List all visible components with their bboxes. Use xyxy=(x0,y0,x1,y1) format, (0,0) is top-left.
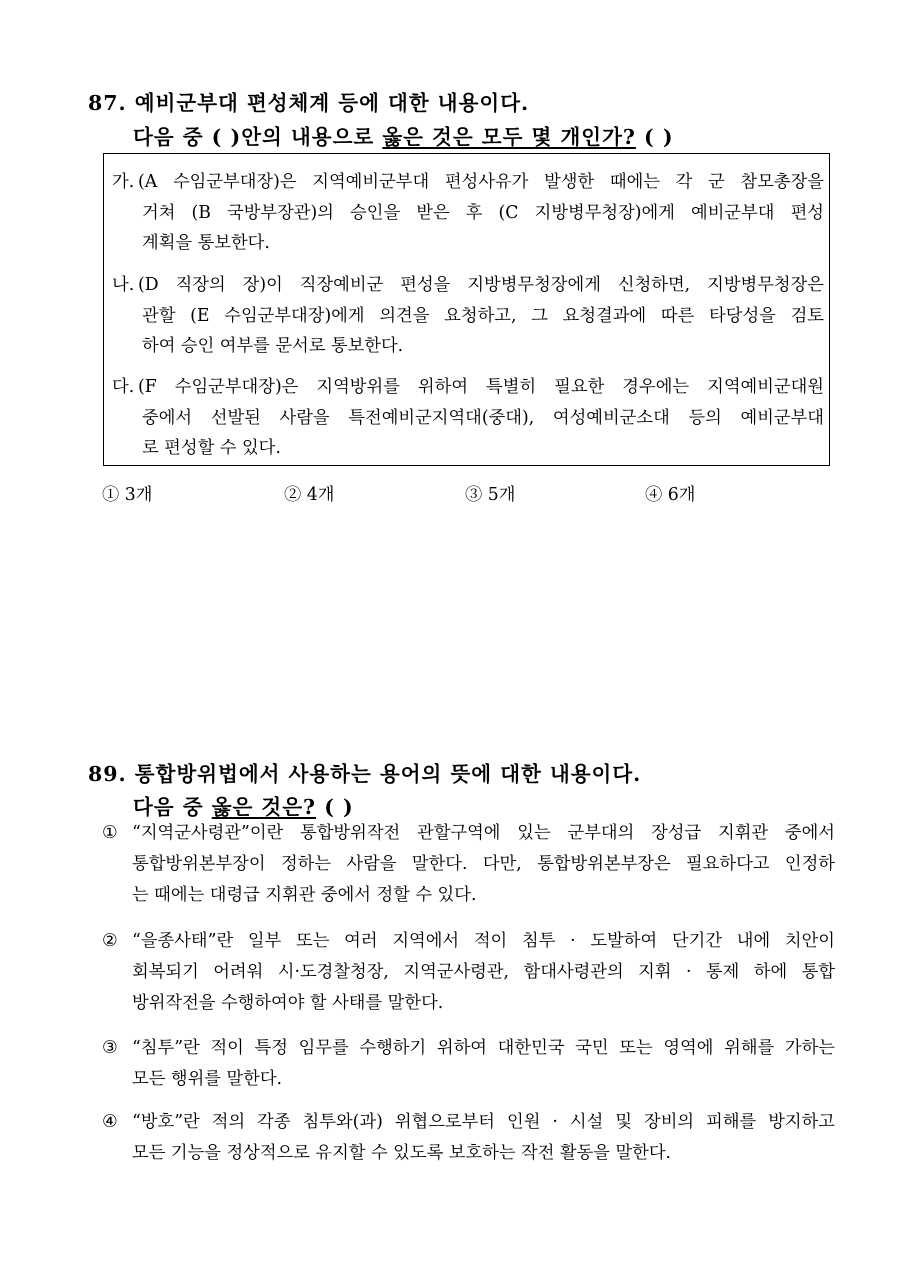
statement-line: (F 수임군부대장)은 지역방위를 위하여 특별히 필요한 경우에는 지역예비군대원 xyxy=(138,377,824,397)
statement-label: 나. xyxy=(112,275,135,295)
q89-option-2[interactable] xyxy=(102,926,835,1019)
statement-label: 가. xyxy=(112,172,135,192)
option-line: 는 때에는 대령급 지휘관 중에서 정할 수 있다. xyxy=(132,885,477,905)
q87-instruction-pre: 다음 중 ( )안의 내용으로 xyxy=(133,125,383,149)
option-line: 방위작전을 수행하여야 할 사태를 말한다. xyxy=(132,993,444,1013)
option-line: “지역군사령관”이란 통합방위작전 관할구역에 있는 군부대의 장성급 지휘관 중에서 xyxy=(132,823,835,843)
statement-label: 다. xyxy=(112,377,135,397)
q89-instruction xyxy=(133,790,354,820)
option-line: 모든 행위를 말한다. xyxy=(132,1069,283,1089)
statement-line: 로 편성할 수 있다. xyxy=(142,438,281,458)
q87-choice-1[interactable]: ① 3개 xyxy=(102,485,153,505)
q89-title: 89. 통합방위법에서 사용하는 용어의 뜻에 대한 내용이다. xyxy=(88,762,642,786)
option-number: ③ xyxy=(102,1038,118,1058)
q89-option-4[interactable] xyxy=(102,1107,835,1169)
statement-line: 하여 승인 여부를 문서로 통보한다. xyxy=(142,336,404,356)
option-line: “방호”란 적의 각종 침투와(과) 위협으로부터 인원 · 시설 및 장비의 피해를 방지하고 xyxy=(132,1112,835,1132)
statement-line: 관할 (E 수임군부대장)에게 의견을 요청하고, 그 요청결과에 따른 타당성을 검토 xyxy=(142,305,824,326)
q89-option-1[interactable] xyxy=(102,818,835,911)
q87-choice-3[interactable]: ③ 5개 xyxy=(465,485,516,505)
option-line: 통합방위본부장이 정하는 사람을 말한다. 다만, 통합방위본부장은 필요하다고 인정하 xyxy=(132,854,835,874)
q89-option-3[interactable] xyxy=(102,1033,835,1095)
option-line: “을종사태”란 일부 또는 여러 지역에서 적이 침투 · 도발하여 단기간 내에 치안이 xyxy=(132,931,835,951)
option-line: 회복되기 어려워 시·도경찰청장, 지역군사령관, 함대사령관의 지휘 · 통제 하에 통합 xyxy=(132,962,835,982)
q89-instruction-pre: 다음 중 xyxy=(133,795,212,819)
q87-choice-4[interactable]: ④ 6개 xyxy=(645,485,696,505)
option-number: ① xyxy=(102,823,118,843)
q87-statement-box xyxy=(103,153,830,466)
option-line: “침투”란 적이 특정 임무를 수행하기 위하여 대한민국 국민 또는 영역에 위해를 가하는 xyxy=(132,1038,835,1058)
q87-statement-da xyxy=(112,372,824,464)
option-line: 모든 기능을 정상적으로 유지할 수 있도록 보호하는 작전 활동을 말한다. xyxy=(132,1143,672,1163)
q87-choice-2[interactable]: ② 4개 xyxy=(284,485,335,505)
q89-instruction-underlined: 옳은 것은? xyxy=(211,795,317,819)
q87-statement-na xyxy=(112,270,824,362)
statement-line: 거쳐 (B 국방부장관)의 승인을 받은 후 (C 지방병무청장)에게 예비군부대 편성 xyxy=(142,202,824,223)
q87-instruction xyxy=(133,120,674,150)
option-number: ④ xyxy=(102,1112,118,1132)
q87-instruction-underlined: 옳은 것은 모두 몇 개인가? xyxy=(382,125,636,149)
statement-line: (D 직장의 장)이 직장예비군 편성을 지방병무청장에게 신청하면, 지방병무청장은 xyxy=(138,275,824,295)
q87-instruction-post: ( ) xyxy=(635,125,674,149)
q87-title: 87. 예비군부대 편성체계 등에 대한 내용이다. xyxy=(88,91,530,115)
q89-instruction-post: ( ) xyxy=(316,795,354,819)
statement-line: 중에서 선발된 사람을 특전예비군지역대(중대), 여성예비군소대 등의 예비군부대 xyxy=(142,407,824,428)
statement-line: (A 수임군부대장)은 지역예비군부대 편성사유가 발생한 때에는 각 군 참모총장을 xyxy=(138,172,824,192)
q87-statement-ga xyxy=(112,167,824,259)
statement-line: 계획을 통보한다. xyxy=(142,233,270,253)
option-number: ② xyxy=(102,931,118,951)
